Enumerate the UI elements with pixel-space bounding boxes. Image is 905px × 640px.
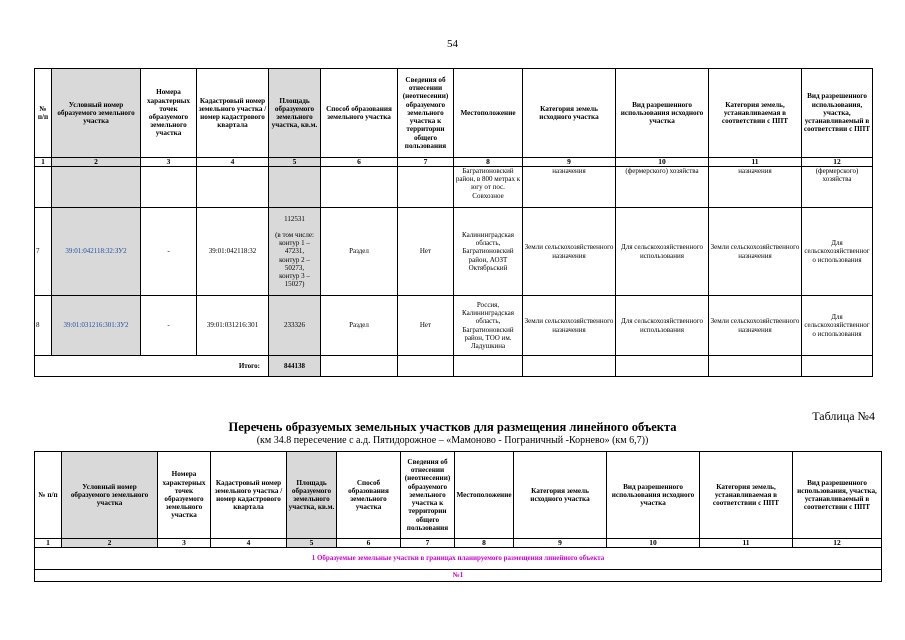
cell-num: 7 xyxy=(35,208,52,296)
page-number: 54 xyxy=(447,38,458,50)
table-number-label: Таблица №4 xyxy=(812,409,875,423)
header-use: Вид разрешенного использования исходного участка xyxy=(607,452,700,539)
col-num: 4 xyxy=(211,539,287,548)
cell-category: Земли сельскохозяйственного назначения xyxy=(523,296,616,356)
table-row xyxy=(35,296,873,356)
cell-category-ppt: Земли сельскохозяйственного назначения xyxy=(709,296,802,356)
col-num: 9 xyxy=(514,539,607,548)
cell-use: (фермерского) хозяйства xyxy=(616,167,709,208)
column-numbers-row xyxy=(35,539,882,548)
header-num: № п/п xyxy=(35,69,52,158)
cell-public-use: Нет xyxy=(398,208,454,296)
cell-category: назначения xyxy=(523,167,616,208)
col-num: 9 xyxy=(523,158,616,167)
col-num: 12 xyxy=(802,158,873,167)
section-number: №1 xyxy=(35,570,882,582)
col-num: 6 xyxy=(337,539,401,548)
header-cadastral: Кадастровый номер земельного участка /номер кадастрового квартала xyxy=(211,452,287,539)
header-location: Местоположение xyxy=(455,452,514,539)
header-method: Способ образования земельного участка xyxy=(321,69,398,158)
col-num: 12 xyxy=(793,539,882,548)
section-number-row xyxy=(35,570,882,582)
cell-points: - xyxy=(141,296,197,356)
col-num: 3 xyxy=(141,158,197,167)
total-row xyxy=(35,356,873,377)
col-num: 7 xyxy=(398,158,454,167)
col-num: 8 xyxy=(454,158,523,167)
header-use: Вид разрешенного использования исходного участка xyxy=(616,69,709,158)
cell-method: Раздел xyxy=(321,208,398,296)
cell-area: 233326 xyxy=(269,296,321,356)
cell-location: Багратионовский район, в 800 метрах к югу от пос. Совхозное xyxy=(454,167,523,208)
header-points: Номера характерных точек образуемого земельного участка xyxy=(158,452,211,539)
cell-num: 8 xyxy=(35,296,52,356)
section-row xyxy=(35,548,882,570)
col-num: 3 xyxy=(158,539,211,548)
col-num: 11 xyxy=(700,539,793,548)
table-header-row xyxy=(35,69,873,158)
cell-cadastral: 39:01:042118:32 xyxy=(197,208,269,296)
land-plots-table-continued xyxy=(34,68,873,377)
cell-method: Раздел xyxy=(321,296,398,356)
header-area: Площадь образуемого земельного участка, кв.м. xyxy=(287,452,337,539)
cell-cadastral: 39:01:031216:301 xyxy=(197,296,269,356)
cell-plot-id[interactable]: 39:01:031216:301:ЗУ2 xyxy=(52,296,141,356)
cell-use-ppt: Для сельскохозяйственного использования xyxy=(802,296,873,356)
total-label: Итого: xyxy=(35,356,269,377)
header-category: Категория земель исходного участка xyxy=(514,452,607,539)
cell-location: Калининградская область, Багратионовский район, АОЗТ Октябрьский xyxy=(454,208,523,296)
linear-object-plots-table xyxy=(34,451,882,582)
header-area: Площадь образуемого земельного участка, кв.м. xyxy=(269,69,321,158)
header-method: Способ образования земельного участка xyxy=(337,452,401,539)
table-subtitle: (км 34.8 пересечение с а.д. Пятидорожное – «Мамоново - Пограничный -Корнево» (км 6,7)) xyxy=(256,435,649,446)
header-location: Местоположение xyxy=(454,69,523,158)
table-header-row xyxy=(35,452,882,539)
col-num: 8 xyxy=(455,539,514,548)
cell-use: Для сельскохозяйственного использования xyxy=(616,208,709,296)
column-numbers-row xyxy=(35,158,873,167)
col-num: 2 xyxy=(62,539,158,548)
col-num: 6 xyxy=(321,158,398,167)
col-num: 2 xyxy=(52,158,141,167)
header-category: Категория земель исходного участка xyxy=(523,69,616,158)
table-row xyxy=(35,167,873,208)
section-title: 1 Образуемые земельные участки в границах планируемого размещения линейного объекта xyxy=(35,548,882,570)
cell-use-ppt: Для сельскохозяйственного использования xyxy=(802,208,873,296)
col-num: 5 xyxy=(287,539,337,548)
col-num: 1 xyxy=(35,539,62,548)
col-num: 11 xyxy=(709,158,802,167)
header-public-use: Сведения об отнесении (неотнесении) образуемого земельного участка к территории общего пользования xyxy=(398,69,454,158)
header-use-ppt: Вид разрешенного использования, участка, устанавливаемый в соответствии с ППТ xyxy=(793,452,882,539)
header-plot-id: Условный номер образуемого земельного участка xyxy=(62,452,158,539)
header-cadastral: Кадастровый номер земельного участка /номер кадастрового квартала xyxy=(197,69,269,158)
header-category-ppt: Категория земель, устанавливаемая в соответствии с ППТ xyxy=(700,452,793,539)
table-row xyxy=(35,208,873,296)
col-num: 1 xyxy=(35,158,52,167)
header-num: № п/п xyxy=(35,452,62,539)
col-num: 5 xyxy=(269,158,321,167)
header-use-ppt: Вид разрешенного использования, участка, устанавливаемый в соответствии с ППТ xyxy=(802,69,873,158)
cell-points: - xyxy=(141,208,197,296)
col-num: 4 xyxy=(197,158,269,167)
cell-use-ppt: (фермерского) хозяйства xyxy=(802,167,873,208)
header-public-use: Сведения об отнесении (неотнесении) образуемого земельного участка к территории общего пользования xyxy=(401,452,455,539)
col-num: 7 xyxy=(401,539,455,548)
cell-use: Для сельскохозяйственного использования xyxy=(616,296,709,356)
header-category-ppt: Категория земель, устанавливаемая в соответствии с ППТ xyxy=(709,69,802,158)
col-num: 10 xyxy=(607,539,700,548)
col-num: 10 xyxy=(616,158,709,167)
cell-area: 112531 (в том числе: контур 1 – 47231, контур 2 – 50273, контур 3 – 15027) xyxy=(269,208,321,296)
header-plot-id: Условный номер образуемого земельного участка xyxy=(52,69,141,158)
cell-category-ppt: назначения xyxy=(709,167,802,208)
cell-location: Россия, Калининградская область, Багратионовский район, ТОО им. Ладушкина xyxy=(454,296,523,356)
header-points: Номера характерных точек образуемого земельного участка xyxy=(141,69,197,158)
total-value: 844138 xyxy=(269,356,321,377)
cell-category-ppt: Земли сельскохозяйственного назначения xyxy=(709,208,802,296)
table-title: Перечень образуемых земельных участков для размещения линейного объекта xyxy=(228,420,677,434)
cell-public-use: Нет xyxy=(398,296,454,356)
cell-plot-id[interactable]: 39:01:042118:32:ЗУ2 xyxy=(52,208,141,296)
cell-category: Земли сельскохозяйственного назначения xyxy=(523,208,616,296)
